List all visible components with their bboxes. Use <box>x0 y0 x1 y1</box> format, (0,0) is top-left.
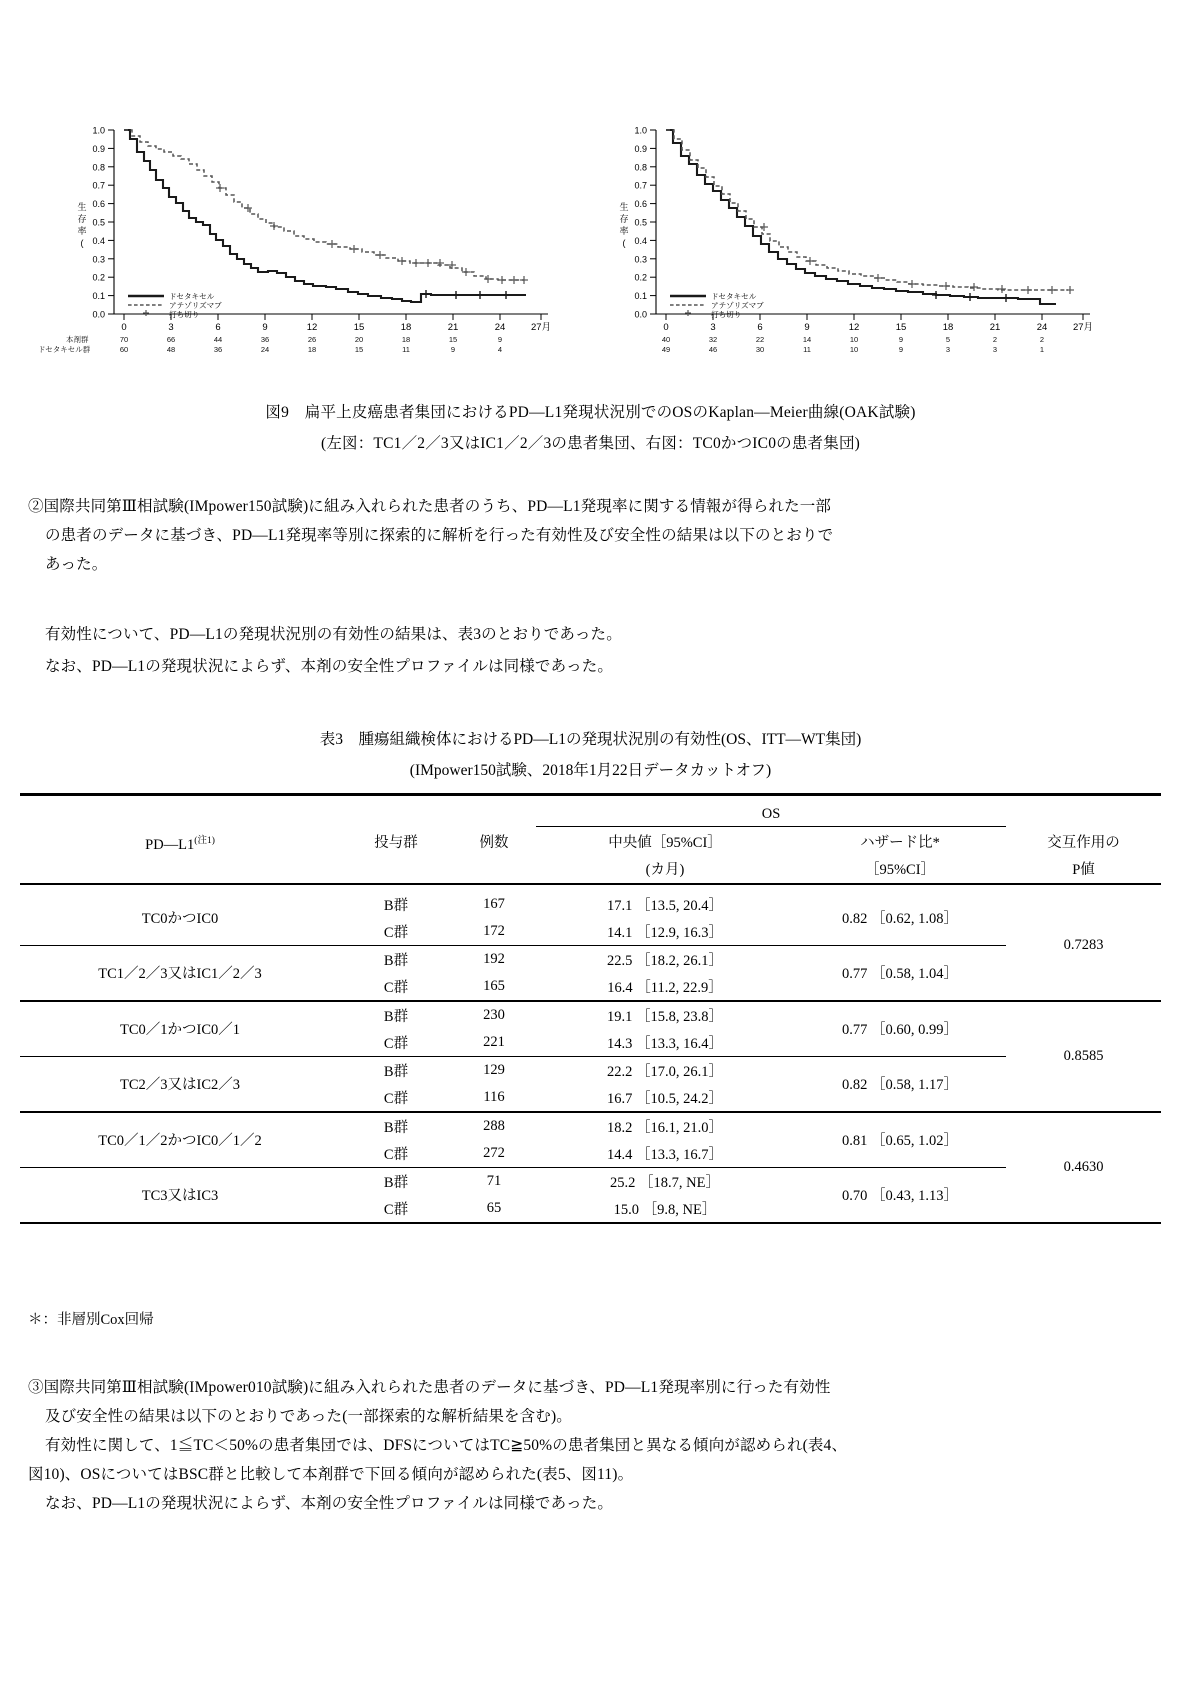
table3-median: 25.2 ［18.7, NE］ <box>536 1167 794 1195</box>
svg-text:0.7: 0.7 <box>92 180 105 191</box>
table3-body <box>20 891 1161 1228</box>
table3-n: 230 <box>452 1001 536 1029</box>
at-risk-value: 4 <box>497 345 503 354</box>
svg-text:15: 15 <box>895 322 907 333</box>
svg-text:打ち切り: 打ち切り <box>169 310 200 319</box>
table3-group-label: TC2／3又はIC2／3 <box>20 1056 340 1112</box>
at-risk-value: 48 <box>166 345 176 354</box>
table3-arm: B群 <box>340 1056 452 1084</box>
table3-arm: B群 <box>383 897 409 914</box>
svg-text:12: 12 <box>848 322 860 333</box>
table3-group-label: TC3又はIC3 <box>20 1167 340 1223</box>
at-risk-value: 3 <box>992 345 998 354</box>
svg-text:0.4: 0.4 <box>634 235 647 246</box>
at-risk-value: 22 <box>755 335 765 344</box>
table3-n: 116 <box>483 1088 505 1105</box>
svg-text:9: 9 <box>262 322 268 333</box>
table3-hazard-ratio: 0.77 ［0.58, 1.04］ <box>794 945 1006 1001</box>
at-risk-table-left <box>36 334 556 380</box>
svg-text:打ち切り: 打ち切り <box>711 310 742 319</box>
at-risk-value: 44 <box>213 335 223 344</box>
at-risk-value: 14 <box>802 335 812 344</box>
svg-text:1.0: 1.0 <box>634 125 647 136</box>
paragraph-3-line-5: なお、PD―L1の発現状況によらず、本剤の安全性プロファイルは同様であった。 <box>45 1495 614 1512</box>
km-plot-left <box>36 118 556 338</box>
svg-text:0: 0 <box>121 322 127 333</box>
table3 <box>20 793 1161 1228</box>
at-risk-row-label-1: ドセタキセル群 <box>38 345 91 354</box>
at-risk-table-right <box>578 334 1098 380</box>
table-row <box>20 1001 1161 1029</box>
svg-text:0.6: 0.6 <box>634 199 647 210</box>
at-risk-value: 15 <box>448 335 458 344</box>
svg-text:0.8: 0.8 <box>92 162 105 173</box>
table3-hazard-ratio: 0.70 ［0.43, 1.13］ <box>794 1167 1006 1223</box>
table3-interaction-p: 0.4630 <box>1006 1112 1161 1223</box>
paragraph-2-line-1: ②国際共同第Ⅲ相試験(IMpower150試験)に組み入れられた患者のうち、PD―L1発現率に関する情報が得られた一部 <box>28 498 832 515</box>
svg-text:(: ( <box>622 238 626 248</box>
table3-n: 272 <box>483 1144 505 1161</box>
svg-text:率: 率 <box>77 226 87 236</box>
svg-text:0.5: 0.5 <box>92 217 105 228</box>
table3-n: 65 <box>486 1199 502 1216</box>
svg-text:3: 3 <box>710 322 716 333</box>
table3-arm: B群 <box>340 945 452 973</box>
table3-median: 15.0 ［9.8, NE］ <box>613 1201 717 1218</box>
at-risk-value: 60 <box>119 345 129 354</box>
table-row <box>20 891 1161 918</box>
paragraph-3-line-1: ③国際共同第Ⅲ相試験(IMpower010試験)に組み入れられた患者のデータに基づき、PD―L1発現率別に行った有効性 <box>28 1379 831 1396</box>
at-risk-value: 32 <box>708 335 718 344</box>
at-risk-value: 30 <box>755 345 765 354</box>
table3-n: 192 <box>452 945 536 973</box>
table3-n: 71 <box>452 1167 536 1195</box>
at-risk-value: 70 <box>119 335 129 344</box>
at-risk-value: 9 <box>898 345 904 354</box>
paragraph-3-line-4: 図10)、OSについてはBSC群と比較して本剤群で下回る傾向が認められた(表5、図11)。 <box>28 1466 634 1483</box>
km-curve-svg-right <box>578 118 1098 338</box>
svg-text:ドセタキセル: ドセタキセル <box>711 292 757 301</box>
svg-text:0.1: 0.1 <box>634 291 647 302</box>
table3-n: 221 <box>483 1033 505 1050</box>
table-row <box>20 1056 1161 1084</box>
table3-arm: C群 <box>383 1201 409 1218</box>
table3-n: 288 <box>452 1112 536 1140</box>
table3-header-interaction-line2: P値 <box>1072 861 1095 878</box>
svg-text:0.0: 0.0 <box>634 309 647 320</box>
svg-text:1.0: 1.0 <box>92 125 105 136</box>
table3-arm: B群 <box>340 1001 452 1029</box>
figure-caption-line-1: 図9 扁平上皮癌患者集団におけるPD―L1発現状況別でのOSのKaplan―Meier曲線(OAK試験) <box>265 404 916 421</box>
table3-median: 19.1 ［15.8, 23.8］ <box>536 1001 794 1029</box>
svg-text:15: 15 <box>353 322 365 333</box>
svg-text:0.8: 0.8 <box>634 162 647 173</box>
table3-median: 14.1 ［12.9, 16.3］ <box>607 924 723 941</box>
km-curve-svg-left <box>36 118 556 338</box>
paragraph-3-line-2: 及び安全性の結果は以下のとおりであった(一部探索的な解析結果を含む)。 <box>45 1408 572 1425</box>
svg-text:(: ( <box>80 238 84 248</box>
svg-text:18: 18 <box>400 322 412 333</box>
svg-text:3: 3 <box>168 322 174 333</box>
svg-text:24: 24 <box>494 322 506 333</box>
at-risk-value: 10 <box>849 335 859 344</box>
at-risk-value: 18 <box>401 335 411 344</box>
at-risk-value: 11 <box>402 345 410 354</box>
at-risk-value: 2 <box>992 335 998 344</box>
table3-median: 17.1 ［13.5, 20.4］ <box>607 897 723 914</box>
at-risk-value: 36 <box>260 335 270 344</box>
svg-text:アテゾリズマブ: アテゾリズマブ <box>711 301 764 310</box>
table3-head <box>20 795 1161 891</box>
table3-arm: C群 <box>383 1035 409 1052</box>
table3-group-label: TC0／1／2かつIC0／1／2 <box>20 1112 340 1168</box>
svg-text:24: 24 <box>1036 322 1048 333</box>
at-risk-value: 9 <box>450 345 456 354</box>
table3-hazard-ratio: 0.82 ［0.62, 1.08］ <box>842 911 958 928</box>
at-risk-value: 2 <box>1039 335 1045 344</box>
svg-text:6: 6 <box>757 322 763 333</box>
table3-median: 14.4 ［13.3, 16.7］ <box>607 1146 723 1163</box>
table3-group-label: TC1／2／3又はIC1／2／3 <box>20 945 340 1001</box>
km-chart-left <box>36 118 556 354</box>
table3-arm: B群 <box>340 1167 452 1195</box>
table3-interaction-p: 0.8585 <box>1006 1001 1161 1112</box>
svg-text:生: 生 <box>619 202 629 212</box>
at-risk-value: 3 <box>945 345 951 354</box>
table-row <box>20 1167 1161 1195</box>
table3-header-n: 例数 <box>479 834 509 851</box>
svg-text:9: 9 <box>804 322 810 333</box>
km-chart-right <box>578 118 1098 354</box>
svg-text:27月: 27月 <box>530 322 552 333</box>
table3-hazard-ratio: 0.82 ［0.58, 1.17］ <box>794 1056 1006 1112</box>
svg-text:6: 6 <box>215 322 221 333</box>
table3-header-arm: 投与群 <box>374 834 418 851</box>
table3-hazard-ratio: 0.77 ［0.60, 0.99］ <box>794 1001 1006 1057</box>
svg-text:0.9: 0.9 <box>634 143 647 154</box>
svg-text:27月: 27月 <box>1072 322 1094 333</box>
svg-text:0.4: 0.4 <box>92 235 105 246</box>
svg-text:0.3: 0.3 <box>634 254 647 265</box>
at-risk-value: 10 <box>849 345 859 354</box>
svg-text:21: 21 <box>447 322 459 333</box>
svg-text:0.6: 0.6 <box>92 199 105 210</box>
at-risk-value: 9 <box>497 335 503 344</box>
table3-median: 16.4 ［11.2, 22.9］ <box>607 979 723 996</box>
paragraph-3-line-3: 有効性に関して、1≦TC＜50%の患者集団では、DFSについてはTC≧50%の患者集団と異なる傾向が認められ(表4、 <box>45 1437 848 1454</box>
table3-median: 22.2 ［17.0, 26.1］ <box>536 1056 794 1084</box>
table3-header-pdl1-text: PD―L1 <box>145 836 195 853</box>
table3-group-label: TC0／1かつIC0／1 <box>20 1001 340 1057</box>
table3-median: 16.7 ［10.5, 24.2］ <box>607 1090 723 1107</box>
table3-header-hr-line2: ［95%CI］ <box>864 861 936 878</box>
figure-9 <box>0 118 1181 378</box>
at-risk-value: 24 <box>260 345 270 354</box>
at-risk-row-label-0: 本剤群 <box>66 335 89 344</box>
paragraph-2-line-2: の患者のデータに基づき、PD―L1発現率等別に探索的に解析を行った有効性及び安全性の結果は以下のとおりで <box>45 527 834 544</box>
svg-text:0: 0 <box>663 322 669 333</box>
table3-n: 129 <box>452 1056 536 1084</box>
table3-header-median-line2: (カ月) <box>645 861 685 878</box>
svg-text:18: 18 <box>942 322 954 333</box>
table3-header-pdl1-note: (注1) <box>194 836 215 846</box>
table3-header-pdl1 <box>20 829 340 858</box>
paragraph-2-line-3: あった。 <box>45 556 108 573</box>
at-risk-value: 1 <box>1039 345 1045 354</box>
table3-n: 165 <box>483 977 505 994</box>
table3-n: 167 <box>483 895 505 912</box>
svg-text:0.2: 0.2 <box>634 272 647 283</box>
table3-arm: C群 <box>383 979 409 996</box>
svg-text:0.3: 0.3 <box>92 254 105 265</box>
table3-header-interaction-line1: 交互作用の <box>1047 834 1120 851</box>
at-risk-value: 15 <box>354 345 364 354</box>
svg-text:率: 率 <box>619 226 629 236</box>
svg-text:0.9: 0.9 <box>92 143 105 154</box>
svg-text:0.2: 0.2 <box>92 272 105 283</box>
svg-text:存: 存 <box>77 214 87 224</box>
table3-os-group-header: OS <box>536 802 1006 827</box>
table-row <box>20 945 1161 973</box>
table3-arm: C群 <box>383 1090 409 1107</box>
svg-text:12: 12 <box>306 322 318 333</box>
table3-median: 14.3 ［13.3, 16.4］ <box>607 1035 723 1052</box>
table3-interaction-p: 0.7283 <box>1063 936 1104 953</box>
svg-text:生: 生 <box>77 202 87 212</box>
table3-median: 18.2 ［16.1, 21.0］ <box>536 1112 794 1140</box>
table-row <box>20 1112 1161 1140</box>
table3-arm: C群 <box>383 924 409 941</box>
svg-text:アテゾリズマブ: アテゾリズマブ <box>169 301 222 310</box>
svg-text:ドセタキセル: ドセタキセル <box>169 292 215 301</box>
svg-text:0.5: 0.5 <box>634 217 647 228</box>
at-risk-value: 11 <box>803 345 811 354</box>
table3-wrapper <box>20 793 1161 1228</box>
at-risk-value: 36 <box>213 345 223 354</box>
table3-n: 172 <box>483 922 505 939</box>
efficacy-note-line-2: なお、PD―L1の発現状況によらず、本剤の安全性プロファイルは同様であった。 <box>45 658 614 675</box>
at-risk-value: 18 <box>307 345 317 354</box>
table3-arm: C群 <box>383 1146 409 1163</box>
table3-title-line-2: (IMpower150試験、2018年1月22日データカットオフ) <box>409 762 772 779</box>
table3-header-median-line1: 中央値［95%CI］ <box>608 834 722 851</box>
table3-footnote: ＊：非層別Cox回帰 <box>28 1312 154 1328</box>
at-risk-value: 26 <box>307 335 317 344</box>
svg-text:0.0: 0.0 <box>92 309 105 320</box>
at-risk-value: 20 <box>354 335 364 344</box>
at-risk-value: 49 <box>661 345 671 354</box>
table3-hazard-ratio: 0.81 ［0.65, 1.02］ <box>794 1112 1006 1168</box>
svg-text:0.1: 0.1 <box>92 291 105 302</box>
at-risk-value: 5 <box>945 335 951 344</box>
at-risk-value: 9 <box>898 335 904 344</box>
svg-text:存: 存 <box>619 214 629 224</box>
efficacy-note-line-1: 有効性について、PD―L1の発現状況別の有効性の結果は、表3のとおりであった。 <box>45 626 622 643</box>
table3-arm: B群 <box>340 1112 452 1140</box>
at-risk-value: 46 <box>708 345 718 354</box>
table3-header-hr-line1: ハザード比* <box>860 834 940 851</box>
at-risk-value: 40 <box>661 335 671 344</box>
svg-text:0.7: 0.7 <box>634 180 647 191</box>
km-plot-right <box>578 118 1098 338</box>
svg-text:21: 21 <box>989 322 1001 333</box>
table3-group-label: TC0かつIC0 <box>141 911 219 928</box>
table3-title-line-1: 表3 腫瘍組織検体におけるPD―L1の発現状況別の有効性(OS、ITT―WT集団) <box>319 731 862 748</box>
table3-median: 22.5 ［18.2, 26.1］ <box>536 945 794 973</box>
figure-caption-line-2: (左図：TC1／2／3又はIC1／2／3の患者集団、右図：TC0かつIC0の患者集団) <box>320 435 861 452</box>
km-legend-right <box>670 292 764 319</box>
km-legend-left <box>128 292 222 319</box>
at-risk-value: 66 <box>166 335 176 344</box>
